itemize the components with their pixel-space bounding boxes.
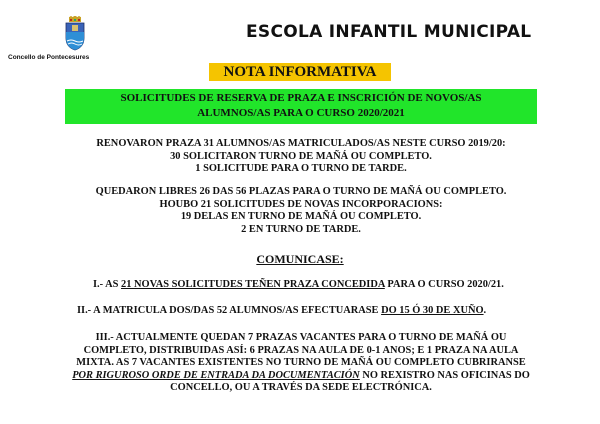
vacancies-paragraph (60, 186, 542, 236)
notice-item-2 (77, 305, 486, 318)
item-text: II.- A MATRICULA DOS/DAS 52 ALUMNOS/AS EFECTUARASE (77, 305, 382, 316)
banner-line-1: SOLICITUDES DE RESERVA DE PRAZA E INSCRICIÓN DE NOVOS/AS (120, 92, 482, 104)
paragraph-line: 2 EN TURNO DE TARDE. (241, 223, 361, 235)
item-text: PARA O CURSO 2020/21. (384, 279, 504, 290)
item-line: MIXTA. AS 7 VACANTES EXISTENTES NO TURNO DE MAÑÁ OU COMPLETO CUBRIRANSE (76, 357, 526, 368)
coat-of-arms-icon (63, 16, 87, 52)
paragraph-line: QUEDARON LIBRES 26 DAS 56 PLAZAS PARA O TURNO DE MAÑÁ OU COMPLETO. (95, 186, 507, 197)
notice-item-3 (62, 332, 540, 395)
item-italic-underlined-text: POR RIGUROSO ORDE DE ENTRADA DA DOCUMENTACIÓN (72, 369, 360, 381)
renewals-paragraph (60, 138, 542, 176)
paragraph-line: HOUBO 21 SOLICITUDES DE NOVAS INCORPORACIONS: (159, 198, 443, 210)
logo-caption: Concello de Pontecesures (8, 54, 90, 61)
item-line (62, 370, 540, 383)
paragraph-line: 19 DELAS EN TURNO DE MAÑÁ OU COMPLETO. (180, 211, 422, 222)
paragraph-line: 1 SOLICITUDE PARA O TURNO DE TARDE. (195, 163, 407, 174)
subject-banner (65, 89, 537, 124)
item-line: III.- ACTUALMENTE QUEDAN 7 PRAZAS VACANTES PARA O TURNO DE MAÑÁ OU (95, 332, 507, 343)
item-text: I.- AS (93, 279, 122, 290)
item-underlined-text: 21 NOVAS SOLICITUDES TEÑEN PRAZA CONCEDIDA (121, 279, 385, 290)
page-title: ESCOLA INFANTIL MUNICIPAL (246, 22, 532, 42)
nota-informativa-heading: NOTA INFORMATIVA (209, 63, 391, 81)
item-line: COMPLETO, DISTRIBUIDAS ASÍ: 6 PRAZAS NA AULA DE 0-1 ANOS; E 1 PRAZA NA AULA (83, 344, 519, 356)
item-text: . (483, 305, 487, 316)
item-underlined-text: DO 15 Ó 30 DE XUÑO (381, 305, 484, 316)
paragraph-line: RENOVARON PRAZA 31 ALUMNOS/AS MATRICULADOS/AS NESTE CURSO 2019/20: (96, 138, 506, 149)
comunicase-heading: COMUNICASE: (256, 252, 344, 266)
item-text: NO REXISTRO NAS OFICINAS DO (359, 369, 530, 381)
paragraph-line: 30 SOLICITARON TURNO DE MAÑÁ OU COMPLETO. (170, 150, 432, 162)
banner-line-2: ALUMNOS/AS PARA O CURSO 2020/2021 (197, 107, 405, 119)
item-line: CONCELLO, OU A TRAVÉS DA SEDE ELECTRÓNICA. (170, 382, 432, 393)
notice-item-1 (93, 279, 504, 292)
municipal-logo (8, 16, 120, 61)
